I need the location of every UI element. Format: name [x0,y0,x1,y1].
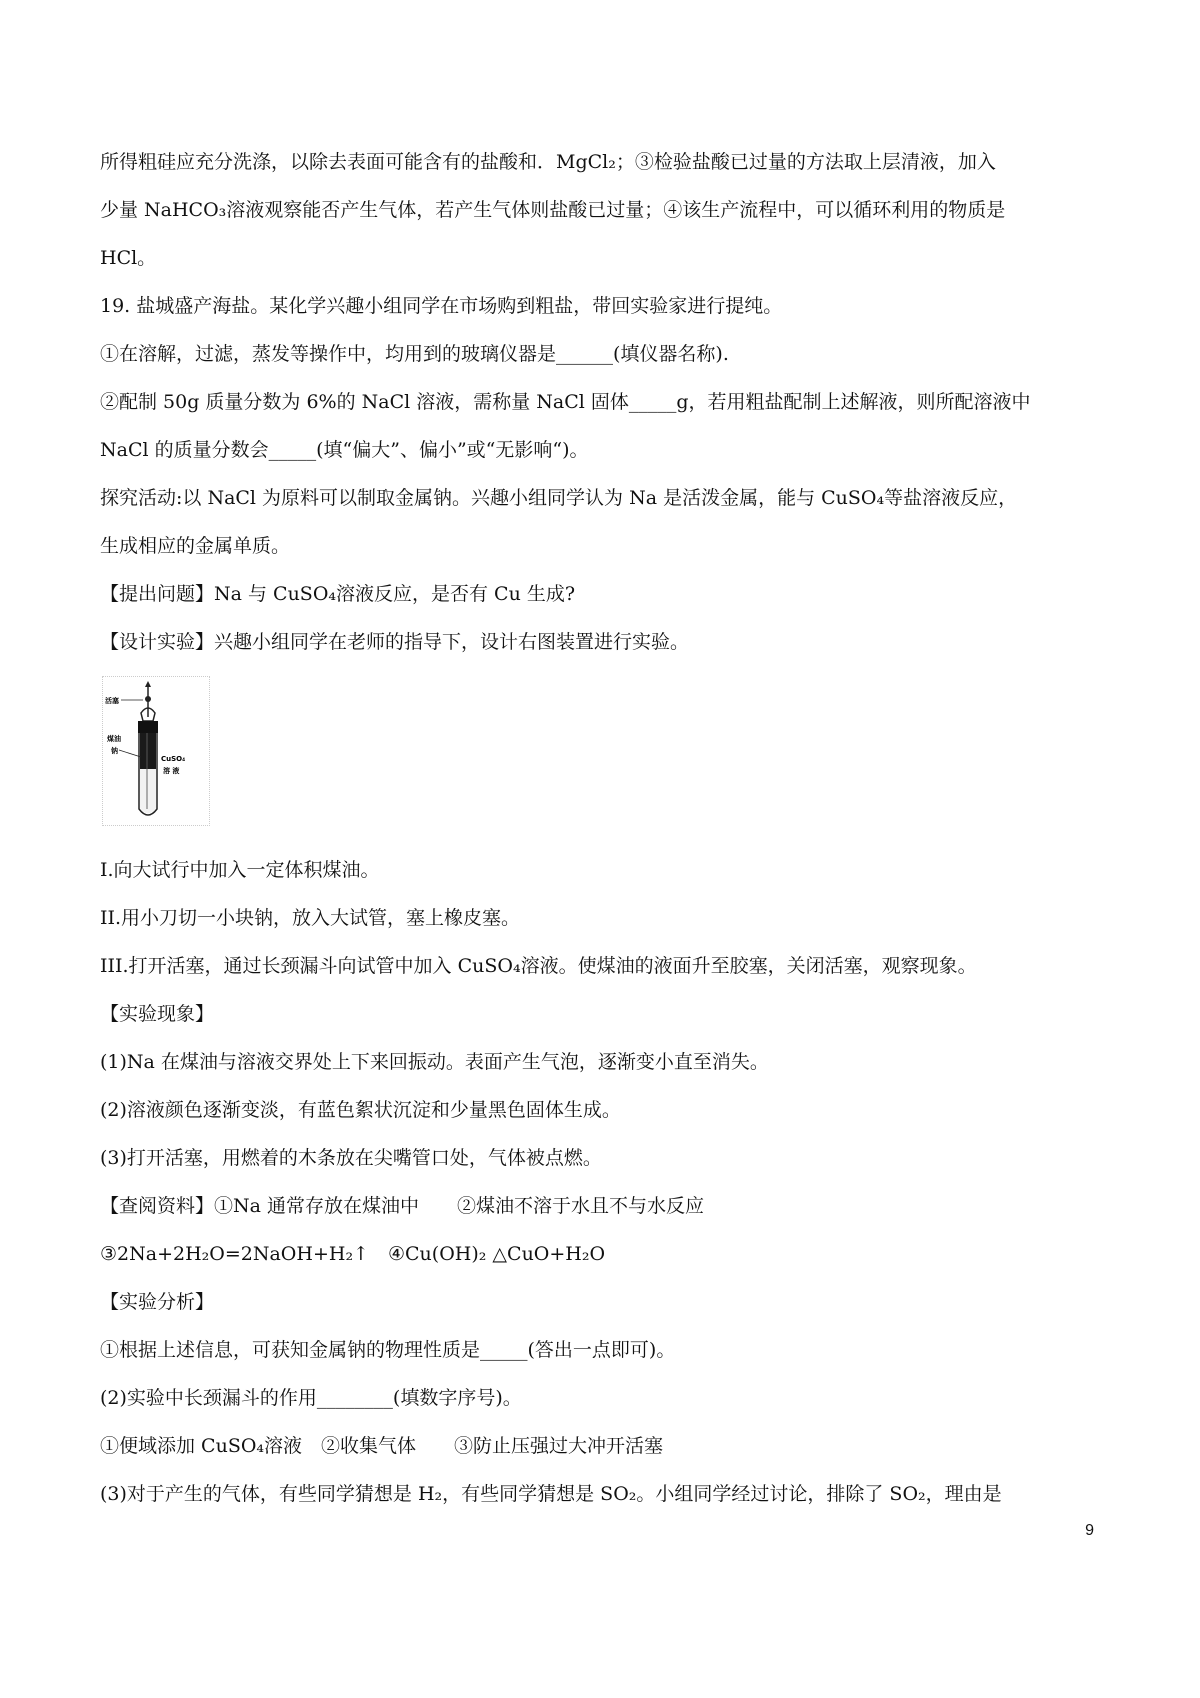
text-line: (3)打开活塞，用燃着的木条放在尖嘴管口处，气体被点燃。 [100,1147,602,1169]
text-line: III.打开活塞，通过长颈漏斗向试管中加入 CuSO₄溶液。使煤油的液面升至胶塞，关闭活塞，观察现象。 [100,955,977,977]
label-cuso4: CuSO₄ [161,755,186,763]
label-solution: 溶 液 [163,767,180,775]
text-line: ①根据上述信息，可获知金属钠的物理性质是_____(答出一点即可)。 [100,1339,676,1361]
label-stopcock: 活塞 [105,697,119,705]
section-heading: 【实验分析】 [100,1291,215,1313]
document-body [100,148,1100,1528]
apparatus-diagram [103,677,209,825]
label-kerosene: 煤油 [107,735,121,743]
text-line: ②配制 50g 质量分数为 6%的 NaCl 溶液，需称量 NaCl 固体_____g，若用粗盐配制上述解液，则所配溶液中 [100,391,1031,413]
text-line: (2)实验中长颈漏斗的作用________(填数字序号)。 [100,1387,522,1409]
question-heading: 19. 盐城盛产海盐。某化学兴趣小组同学在市场购到粗盐，带回实验家进行提纯。 [100,295,783,317]
text-line: NaCl 的质量分数会_____(填“偏大”、偏小”或“无影响“)。 [100,439,589,461]
text-line: 少量 NaHCO₃溶液观察能否产生气体，若产生气体则盐酸已过量；④该生产流程中，可以循环利用的物质是 [100,199,1006,221]
text-line: HCl。 [100,247,157,269]
section-heading: 【实验现象】 [100,1003,215,1025]
text-line: (2)溶液颜色逐渐变淡，有蓝色絮状沉淀和少量黑色固体生成。 [100,1099,621,1121]
text-line: 【查阅资料】①Na 通常存放在煤油中 ②煤油不溶于水且不与水反应 [100,1195,704,1217]
label-sodium: 钠 [111,747,118,755]
text-line: ①在溶解，过滤，蒸发等操作中，均用到的玻璃仪器是______(填仪器名称). [100,343,729,365]
text-line: 所得粗硅应充分洗涤，以除去表面可能含有的盐酸和．MgCl₂；③检验盐酸已过量的方法取上层清液，加入 [100,151,996,173]
page-number: 9 [1085,1522,1094,1539]
text-line: II.用小刀切一小块钠，放入大试管，塞上橡皮塞。 [100,907,521,929]
equation-line: ③2Na+2H₂O=2NaOH+H₂↑ ④Cu(OH)₂ △CuO+H₂O [100,1243,606,1265]
text-line: (3)对于产生的气体，有些同学猜想是 H₂，有些同学猜想是 SO₂。小组同学经过讨论，排除了 SO₂，理由是 [100,1483,1002,1505]
text-line: I.向大试行中加入一定体积煤油。 [100,859,380,881]
text-line: (1)Na 在煤油与溶液交界处上下来回振动。表面产生气泡，逐渐变小直至消失。 [100,1051,769,1073]
text-line: 【设计实验】兴趣小组同学在老师的指导下，设计右图装置进行实验。 [100,631,690,653]
text-line: 【提出问题】Na 与 CuSO₄溶液反应，是否有 Cu 生成? [100,583,576,605]
apparatus-figure [102,676,210,826]
text-line: ①便域添加 CuSO₄溶液 ②收集气体 ③防止压强过大冲开活塞 [100,1435,664,1457]
text-line: 生成相应的金属单质。 [100,535,291,557]
text-line: 探究活动:以 NaCl 为原料可以制取金属钠。兴趣小组同学认为 Na 是活泼金属，能与 CuSO₄等盐溶液反应， [100,487,1018,509]
